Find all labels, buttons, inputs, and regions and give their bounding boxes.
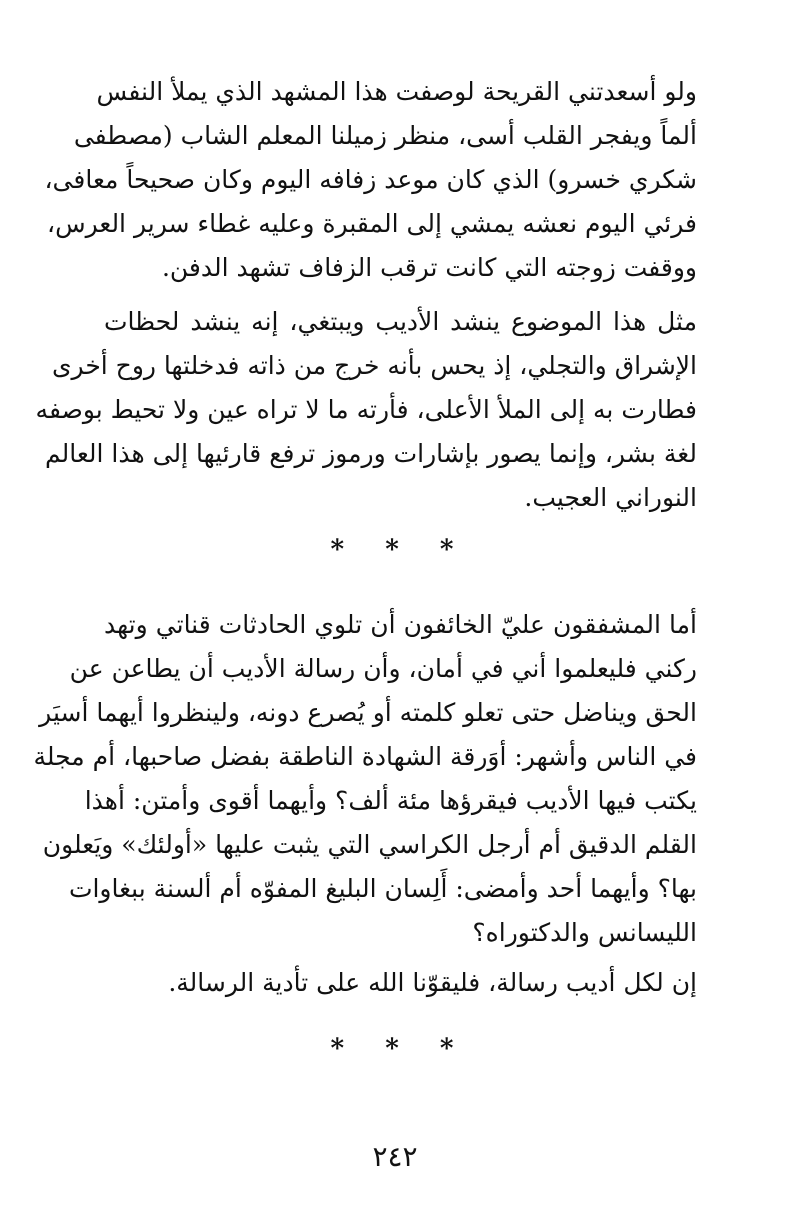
paragraph-line: أما المشفقون عليّ الخائفون أن تلوي الحادثات قناتي وتهد xyxy=(104,610,697,639)
paragraph-line: ركني فليعلموا أني في أمان، وأن رسالة الأديب أن يطاعن عن xyxy=(69,654,697,683)
paragraph-2 xyxy=(35,300,697,520)
section-separator: * * * xyxy=(330,535,470,565)
paragraph-line: شكري خسرو) الذي كان موعد زفافه اليوم وكان صحيحاً معافى، xyxy=(44,165,697,194)
paragraph-line: مثل هذا الموضوع ينشد الأديب ويبتغي، إنه ينشد لحظات xyxy=(104,307,697,336)
paragraph-3 xyxy=(33,603,697,955)
paragraph-line: بها؟ وأيهما أحد وأمضى: أَلِسان البليغ المفوّه أم ألسنة ببغاوات xyxy=(68,874,697,903)
paragraph-line: ووقفت زوجته التي كانت ترقب الزفاف تشهد الدفن. xyxy=(161,253,697,282)
paragraph-4 xyxy=(104,961,697,1005)
paragraph-line: يكتب فيها الأديب فيقرؤها مئة ألف؟ وأيهما أقوى وأمتن: أهذا xyxy=(84,786,697,815)
section-separator: * * * xyxy=(330,1034,470,1064)
page-number: ٢٤٢ xyxy=(372,1140,418,1173)
paragraph-line: الليسانس والدكتوراه؟ xyxy=(472,918,697,947)
paragraph-line: ولو أسعدتني القريحة لوصفت هذا المشهد الذي يملأ النفس xyxy=(96,77,697,106)
paragraph-line: فرئي اليوم نعشه يمشي إلى المقبرة وعليه غطاء سرير العرس، xyxy=(47,209,697,238)
paragraph-line: ألماً ويفجر القلب أسى، منظر زميلنا المعلم الشاب (مصطفى xyxy=(73,121,697,150)
paragraph-line: الإشراق والتجلي، إذ يحس بأنه خرج من ذاته فدخلتها روح أخرى xyxy=(51,351,697,380)
paragraph-line: الحق ويناضل حتى تعلو كلمته أو يُصرع دونه، ولينظروا أيهما أسيَر xyxy=(39,698,697,727)
paragraph-1 xyxy=(44,70,697,290)
paragraph-line: في الناس وأشهر: أوَرقة الشهادة الناطقة بفضل صاحبها، أم مجلة xyxy=(33,742,697,771)
paragraph-line: لغة بشر، وإنما يصور بإشارات ورموز ترفع قارئيها إلى هذا العالم xyxy=(44,439,697,468)
paragraph-line: النوراني العجيب. xyxy=(524,483,697,512)
paragraph-line: القلم الدقيق أم أرجل الكراسي التي يثبت عليها «أولئك» ويَعلون xyxy=(42,830,697,859)
paragraph-line: إن لكل أديب رسالة، فليقوّنا الله على تأدية الرسالة. xyxy=(168,968,697,997)
paragraph-line: فطارت به إلى الملأ الأعلى، فأرته ما لا تراه عين ولا تحيط بوصفه xyxy=(35,395,697,424)
